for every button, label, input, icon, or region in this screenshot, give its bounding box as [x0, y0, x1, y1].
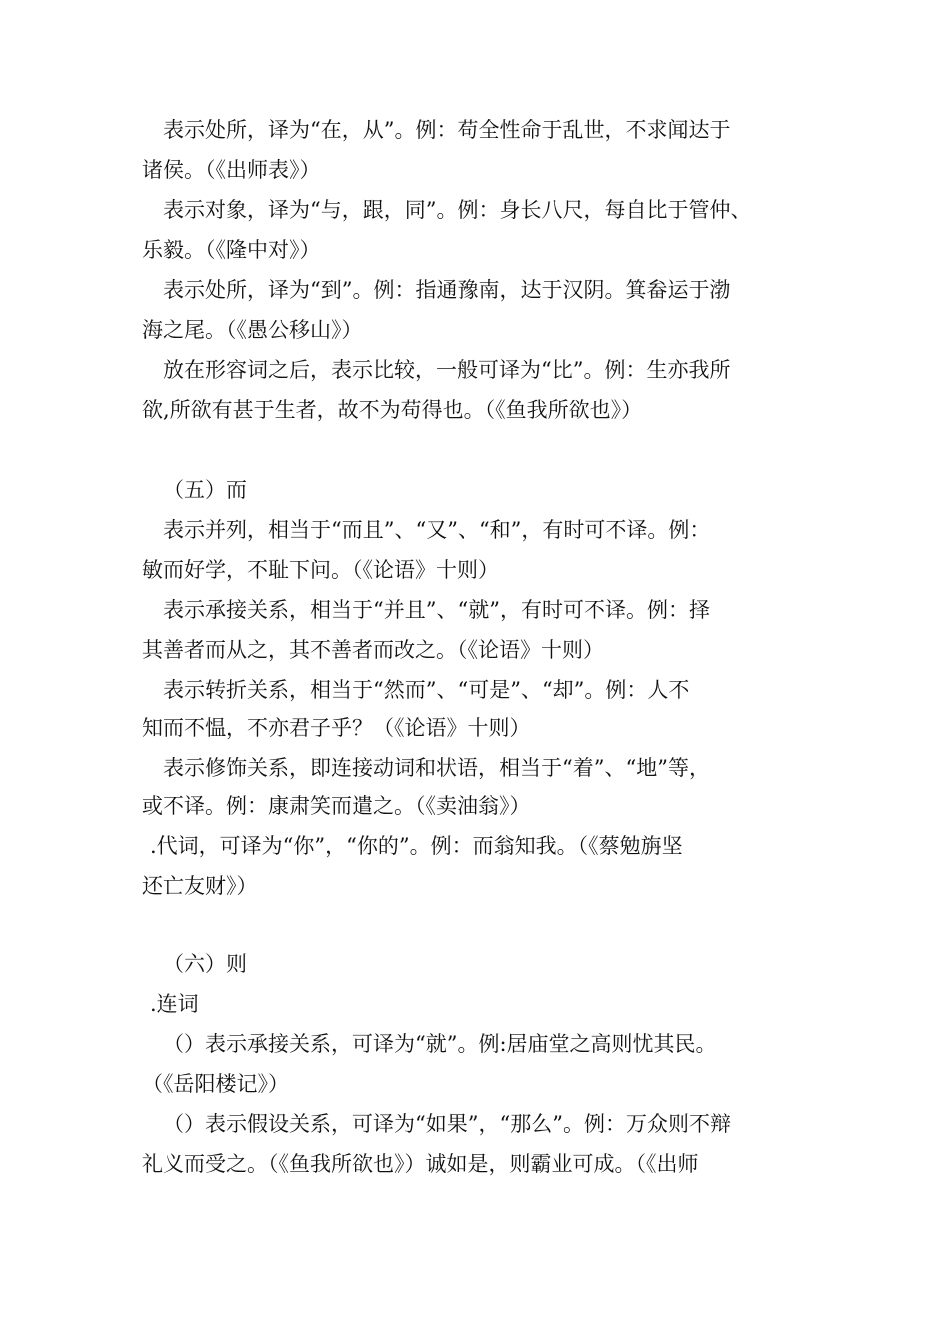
text-line: 乐毅。（《隆中对》）: [142, 238, 321, 262]
text-line: 敏而好学，不耻下问。（《论语》十则）: [142, 558, 499, 582]
text-line: 其善者而从之，其不善者而改之。（《论语》十则）: [142, 638, 604, 662]
text-line: （）表示假设关系，可译为“如果”，“那么”。例：万众则不辩: [163, 1112, 731, 1136]
text-line: 诸侯。（《出师表》）: [142, 158, 321, 182]
text-line: 欲,所欲有甚于生者，故不为苟得也。（《鱼我所欲也》）: [142, 398, 643, 422]
text-line: 表示修饰关系，即连接动词和状语，相当于“着”、“地”等，: [163, 756, 710, 780]
text-line: 海之尾。（《愚公移山》）: [142, 318, 363, 342]
text-line: 表示并列，相当于“而且”、“又”、“和”，有时可不译。例：: [163, 518, 711, 542]
text-line: 放在形容词之后，表示比较，一般可译为“比”。例：生亦我所: [163, 358, 731, 382]
text-line: .连词: [150, 992, 199, 1016]
text-line: 表示对象，译为“与，跟，同”。例：身长八尺，每自比于管仲、: [163, 198, 752, 222]
text-line: .代词，可译为“你”，“你的”。例：而翁知我。（《蔡勉旃坚: [150, 834, 683, 858]
text-line: 或不译。例：康肃笑而遣之。（《卖油翁》）: [142, 794, 531, 818]
text-line: 表示承接关系，相当于“并且”、“就”，有时可不译。例：择: [163, 598, 710, 622]
text-line: 知而不愠，不亦君子乎？（《论语》十则）: [142, 716, 531, 740]
text-line: （）表示承接关系，可译为“就”。例:居庙堂之高则忧其民。: [163, 1032, 717, 1056]
text-line: 表示处所，译为“在，从”。例：苟全性命于乱世，不求闻达于: [163, 118, 731, 142]
text-line: 表示转折关系，相当于“然而”、“可是”、“却”。例：人不: [163, 678, 690, 702]
text-line: （《岳阳楼记》）: [142, 1072, 289, 1096]
section-heading: （六）则: [163, 952, 247, 976]
text-line: 表示处所，译为“到”。例：指通豫南，达于汉阴。箕畚运于渤: [163, 278, 731, 302]
text-line: 礼义而受之。（《鱼我所欲也》）诚如是，则霸业可成。（《出师: [142, 1152, 699, 1176]
text-line: 还亡友财》）: [142, 874, 258, 898]
section-heading: （五）而: [163, 478, 247, 502]
